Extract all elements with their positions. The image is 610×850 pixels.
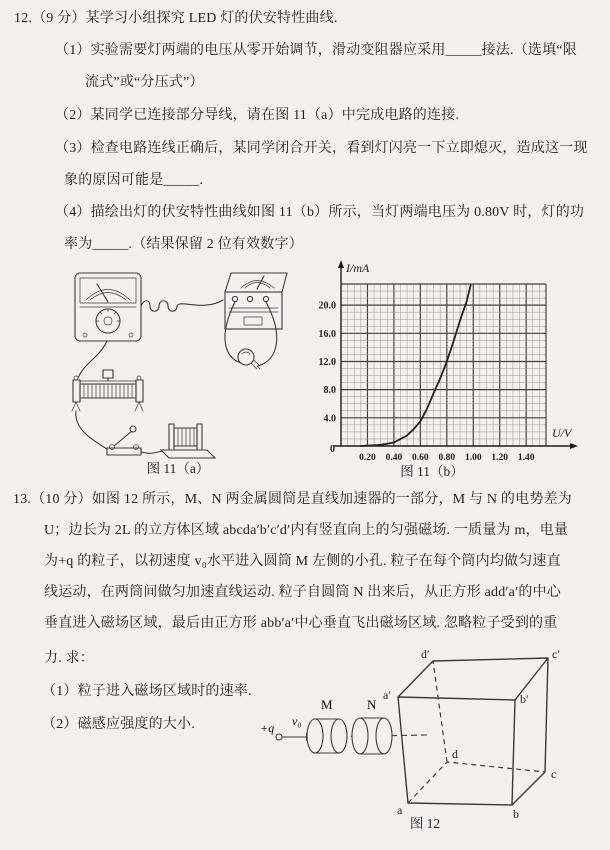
figure-11b-chart [315, 256, 595, 478]
cube-hidden-edges [408, 661, 545, 803]
x-tick-label: 0.40 [385, 453, 403, 463]
q13-line2: U；边长为 2L 的立方体区域 abcda′b′c′d′内有竖直向上的匀强磁场. 一质量为 m，电量 [44, 523, 569, 538]
vertex-d1-label: d′ [421, 647, 430, 661]
multimeter-icon [75, 273, 141, 341]
rheostat-icon [72, 370, 143, 411]
y-tick-label: 16.0 [318, 328, 336, 340]
x-tick-label: 1.20 [491, 453, 509, 463]
x-axis-label: U/V [552, 426, 572, 440]
cube-vertex-labels [383, 647, 560, 821]
y-tick-label: 4.0 [323, 413, 336, 425]
wire-rheostat-switch [76, 411, 107, 449]
vertex-a1-label: a′ [383, 688, 391, 702]
q12-part1-line2: 流式”或“分压式”） [85, 75, 204, 90]
coiled-wire [141, 300, 223, 311]
cell-icon [161, 424, 215, 458]
cube-edges [398, 658, 548, 805]
figure-11b-caption: 图 11（b） [400, 464, 464, 479]
cylinder-N-label: N [367, 697, 377, 712]
figure-12-diagram [255, 645, 595, 835]
x-tick-label: 0.80 [438, 453, 456, 463]
q12-part1-line1: （1）实验需要灯两端的电压从零开始调节，滑动变阻器应采用_____接法.（选填“限 [55, 43, 577, 58]
vertex-b-label: b [513, 807, 519, 821]
q12-header: 12.（9 分）某学习小组探究 LED 灯的伏安特性曲线. [14, 11, 338, 26]
x-tick-label: 0.20 [359, 453, 376, 463]
vertex-b1-label: b′ [520, 692, 529, 706]
figure-12-caption: 图 12 [409, 816, 441, 831]
x-axis-arrow-icon [570, 443, 578, 449]
particle-icon [276, 734, 282, 740]
y-axis-arrow-icon [338, 260, 344, 268]
x-tick-label: 1.40 [517, 453, 535, 463]
charge-label: +q [260, 721, 275, 735]
cylinder-M-label: M [321, 697, 333, 712]
iv-curve [361, 285, 471, 446]
q12-part4-line1: （4）描绘出灯的伏安特性曲线如图 11（b）所示，当灯两端电压为 0.80V 时，灯的功 [55, 205, 585, 220]
cylinder-M-icon [307, 718, 347, 754]
q13-line3: 为+q 的粒子，以初速度 v₀水平进入圆筒 M 左侧的小孔. 粒子在每个筒内均做匀速直 [44, 554, 561, 569]
y-tick-label: 20.0 [318, 300, 336, 312]
apparatus-drawing [45, 262, 325, 474]
vertex-a-label: a [397, 803, 403, 817]
meter-box-icon [225, 273, 287, 329]
v0-label: v₀ [292, 714, 302, 728]
figure-11a-caption: 图 11（a） [146, 461, 210, 476]
q12-part4-line2: 率为_____.（结果保留 2 位有效数字） [64, 237, 303, 252]
q13-line4: 线运动，在两筒间做匀加速直线运动. 粒子自圆筒 N 出来后，从正方形 add′a′的中心 [44, 585, 561, 600]
vertex-c1-label: c′ [552, 647, 560, 661]
cylinder-N-icon [352, 717, 392, 755]
q13-line5: 垂直进入磁场区域，最后由正方形 abb′a′中心垂直飞出磁场区域. 忽略粒子受到的重 [44, 616, 558, 631]
cube-diagram [255, 645, 595, 835]
q12-part3-line1: （3）检查电路连线正确后，某同学闭合开关，看到灯闪亮一下立即熄灭，造成这一现 [55, 141, 588, 156]
vertex-c-label: c [551, 767, 557, 781]
q12-part3-line2: 象的原因可能是_____. [64, 173, 204, 188]
y-tick-label: 8.0 [323, 385, 336, 397]
q13-line6: 力. 求： [44, 651, 94, 666]
y-tick-label: 12.0 [318, 356, 336, 368]
vertex-d-label: d [452, 747, 458, 761]
q13-sub2: （2）磁感应强度的大小. [42, 717, 195, 732]
q13-line1: 13.（10 分）如图 12 所示，M、N 两金属圆筒是直线加速器的一部分，M 与 N 的电势差为 [13, 492, 572, 507]
origin-tick-label: 0 [330, 444, 335, 455]
figure-11a-apparatus [45, 262, 325, 474]
x-tick-label: 0.60 [412, 453, 429, 463]
q12-part2: （2）某同学已连接部分导线，请在图 11（a）中完成电路的连接. [55, 108, 460, 123]
q13-sub1: （1）粒子进入磁场区域时的速率. [42, 684, 252, 699]
y-axis-label: I/mA [346, 261, 370, 275]
x-tick-label: 1.00 [464, 453, 482, 463]
iv-characteristic-chart [315, 256, 595, 478]
switch-icon [107, 426, 141, 455]
